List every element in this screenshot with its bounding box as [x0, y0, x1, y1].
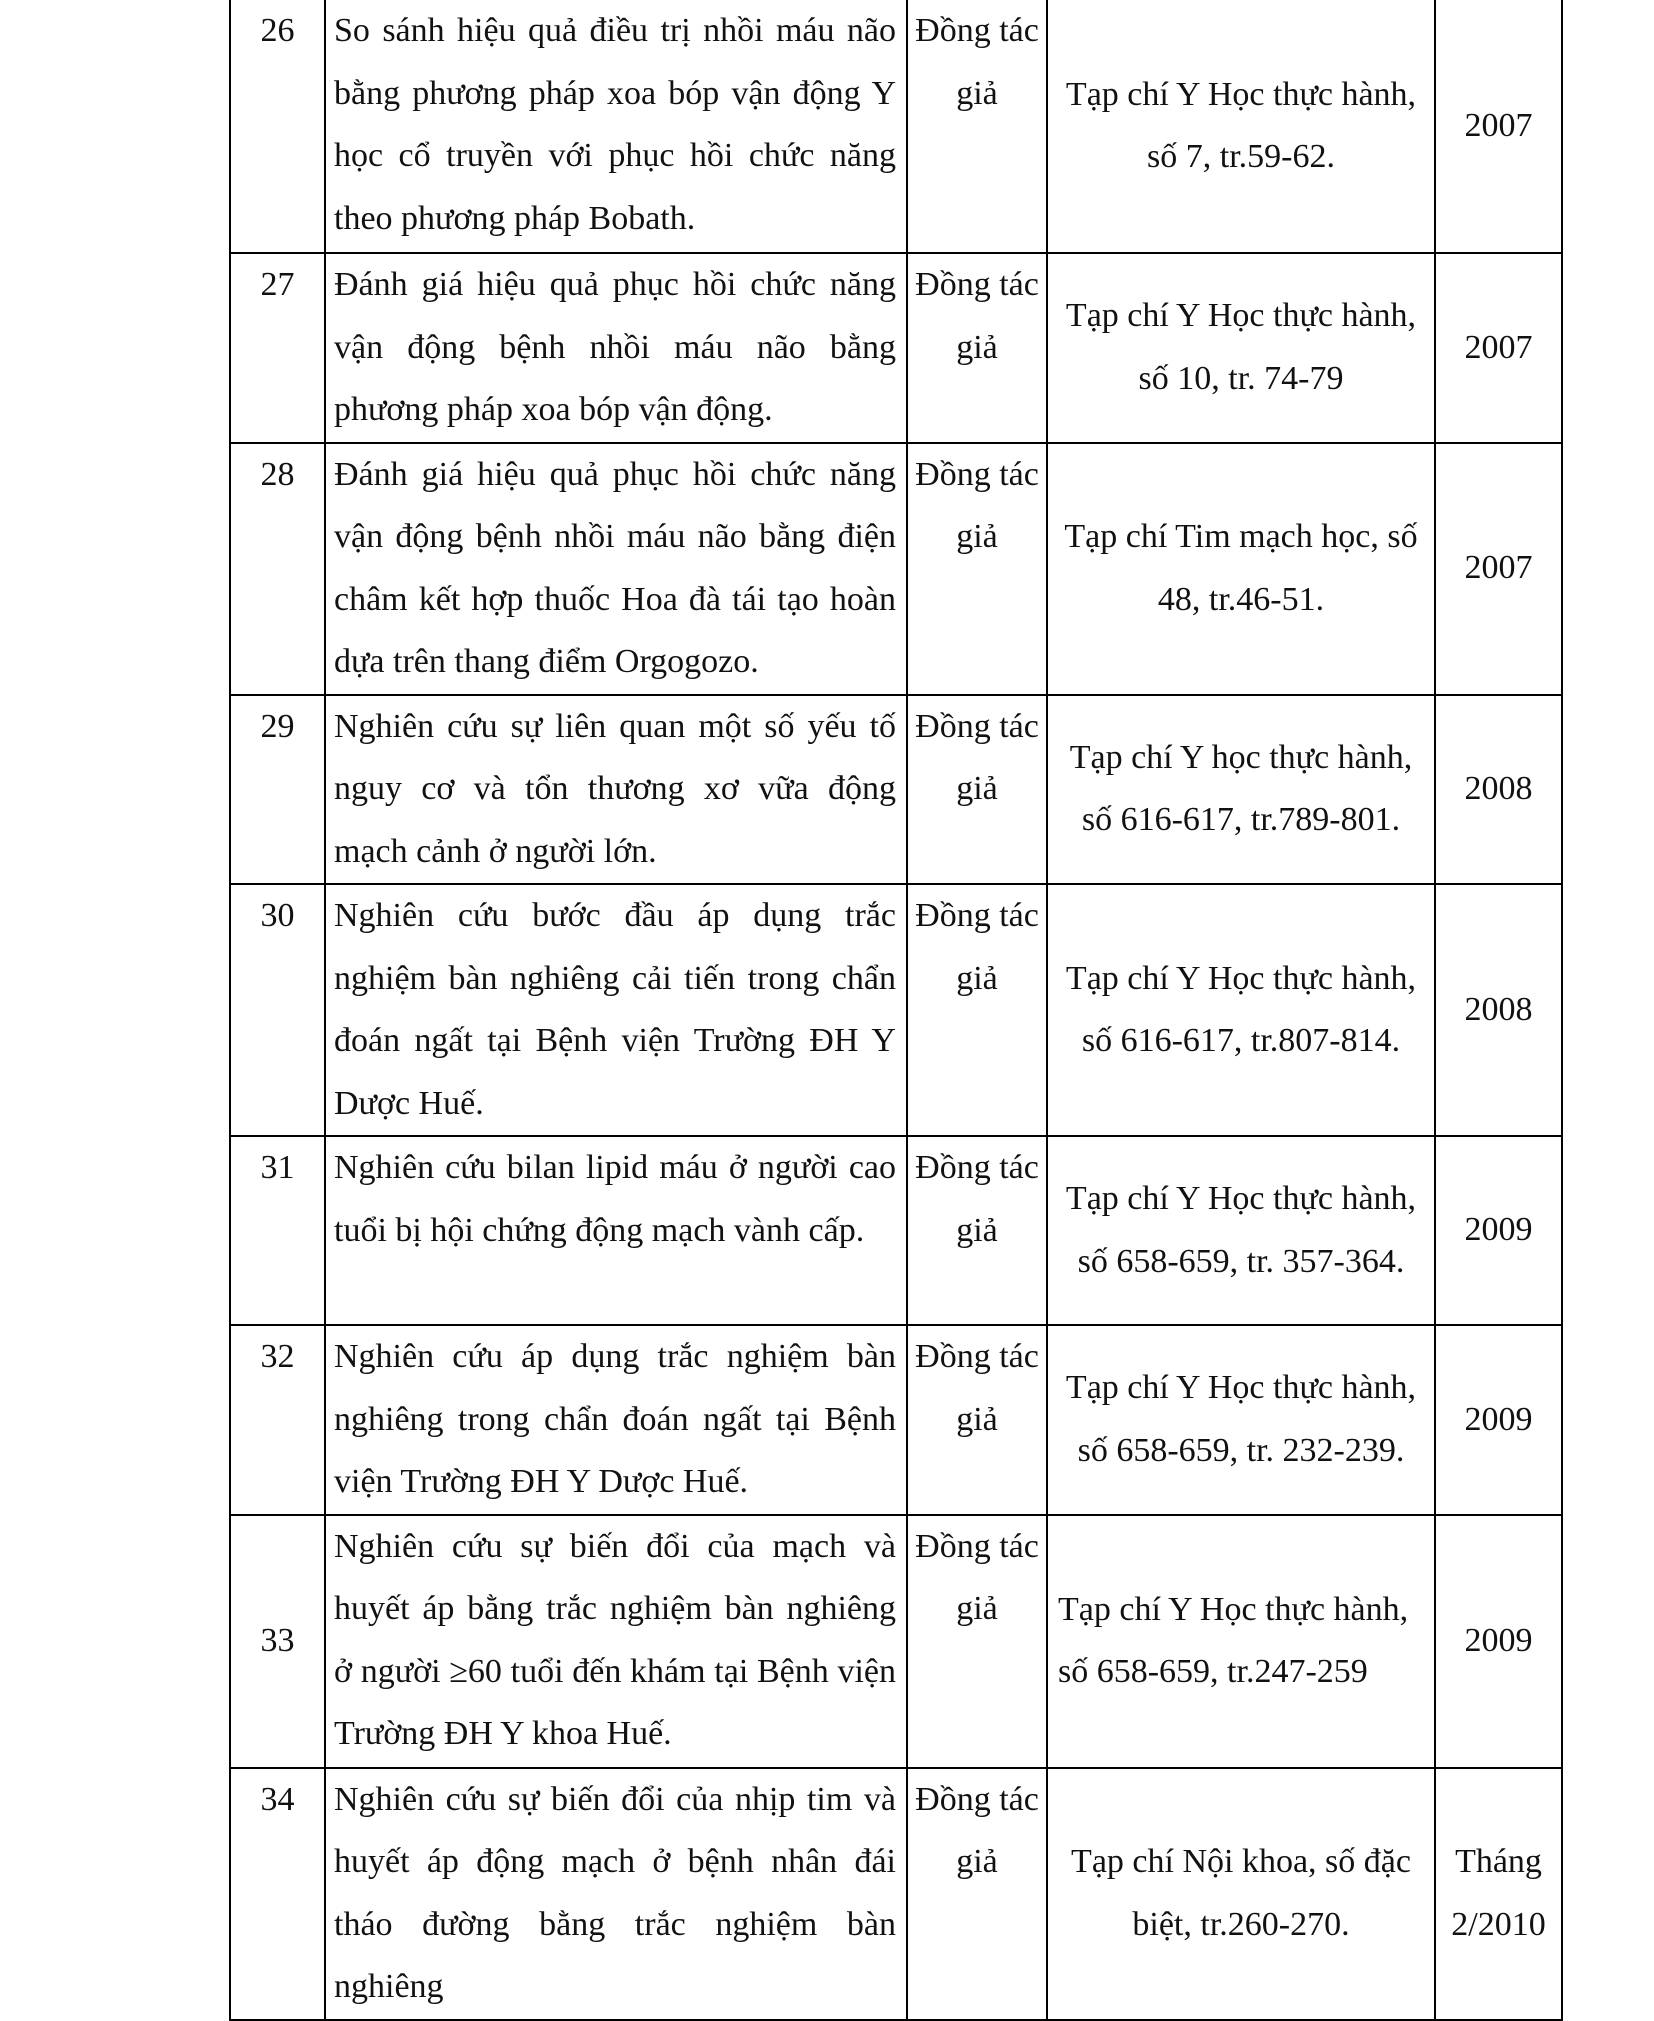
table-row [230, 253, 1562, 443]
table-row [230, 1325, 1562, 1515]
row-number: 27 [230, 253, 325, 443]
publication-year: 2009 [1435, 1325, 1562, 1515]
author-role: Đồng tác giả [907, 1136, 1047, 1325]
author-role: Đồng tác giả [907, 1325, 1047, 1515]
publication-year: 2008 [1435, 884, 1562, 1136]
table-row [230, 443, 1562, 695]
row-number: 33 [230, 1515, 325, 1768]
table-row [230, 884, 1562, 1136]
journal-citation: Tạp chí Y Học thực hành, số 658-659, tr. 357-364. [1047, 1136, 1435, 1325]
publication-title: Đánh giá hiệu quả phục hồi chức năng vận động bệnh nhồi máu não bằng điện châm kết hợp thuốc Hoa đà tái tạo hoàn dựa trên thang điểm Orgogozo. [325, 443, 907, 695]
table-row [230, 0, 1562, 253]
table-row [230, 1515, 1562, 1768]
publication-title: So sánh hiệu quả điều trị nhồi máu não bằng phương pháp xoa bóp vận động Y học cổ truyền với phục hồi chức năng theo phương pháp Bobath. [325, 0, 907, 253]
journal-citation: Tạp chí Y Học thực hành, số 658-659, tr. 232-239. [1047, 1325, 1435, 1515]
publication-title: Nghiên cứu bước đầu áp dụng trắc nghiệm bàn nghiêng cải tiến trong chẩn đoán ngất tại Bệnh viện Trường ĐH Y Dược Huế. [325, 884, 907, 1136]
publication-year: 2007 [1435, 0, 1562, 253]
author-role: Đồng tác giả [907, 443, 1047, 695]
journal-citation: Tạp chí Nội khoa, số đặc biệt, tr.260-270. [1047, 1768, 1435, 2020]
publication-title: Nghiên cứu áp dụng trắc nghiệm bàn nghiêng trong chẩn đoán ngất tại Bệnh viện Trường ĐH Y Dược Huế. [325, 1325, 907, 1515]
publication-year: 2007 [1435, 443, 1562, 695]
publication-title: Nghiên cứu sự biến đổi của mạch và huyết áp bằng trắc nghiệm bàn nghiêng ở người ≥60 tuổi đến khám tại Bệnh viện Trường ĐH Y khoa Huế. [325, 1515, 907, 1768]
table-row [230, 695, 1562, 885]
journal-citation: Tạp chí Y Học thực hành, số 10, tr. 74-79 [1047, 253, 1435, 443]
table-row [230, 1136, 1562, 1325]
publication-title: Nghiên cứu sự biến đổi của nhịp tim và huyết áp động mạch ở bệnh nhân đái tháo đường bằng trắc nghiệm bàn nghiêng [325, 1768, 907, 2020]
row-number: 31 [230, 1136, 325, 1325]
author-role: Đồng tác giả [907, 0, 1047, 253]
author-role: Đồng tác giả [907, 695, 1047, 885]
row-number: 26 [230, 0, 325, 253]
journal-citation: Tạp chí Y Học thực hành, số 7, tr.59-62. [1047, 0, 1435, 253]
author-role: Đồng tác giả [907, 1515, 1047, 1768]
publication-year: Tháng 2/2010 [1435, 1768, 1562, 2020]
row-number: 34 [230, 1768, 325, 2020]
row-number: 32 [230, 1325, 325, 1515]
publication-title: Đánh giá hiệu quả phục hồi chức năng vận động bệnh nhồi máu não bằng phương pháp xoa bóp vận động. [325, 253, 907, 443]
publication-year: 2009 [1435, 1515, 1562, 1768]
journal-citation: Tạp chí Tim mạch học, số 48, tr.46-51. [1047, 443, 1435, 695]
journal-citation: Tạp chí Y học thực hành, số 616-617, tr.789-801. [1047, 695, 1435, 885]
author-role: Đồng tác giả [907, 1768, 1047, 2020]
journal-citation: Tạp chí Y Học thực hành, số 658-659, tr.247-259 [1047, 1515, 1435, 1768]
table-row [230, 1768, 1562, 2020]
row-number: 30 [230, 884, 325, 1136]
row-number: 28 [230, 443, 325, 695]
publications-table [229, 0, 1563, 2021]
row-number: 29 [230, 695, 325, 885]
publication-year: 2009 [1435, 1136, 1562, 1325]
author-role: Đồng tác giả [907, 253, 1047, 443]
publication-title: Nghiên cứu bilan lipid máu ở người cao tuổi bị hội chứng động mạch vành cấp. [325, 1136, 907, 1325]
publication-year: 2008 [1435, 695, 1562, 885]
journal-citation: Tạp chí Y Học thực hành, số 616-617, tr.807-814. [1047, 884, 1435, 1136]
publication-title: Nghiên cứu sự liên quan một số yếu tố nguy cơ và tổn thương xơ vữa động mạch cảnh ở người lớn. [325, 695, 907, 885]
publication-year: 2007 [1435, 253, 1562, 443]
author-role: Đồng tác giả [907, 884, 1047, 1136]
